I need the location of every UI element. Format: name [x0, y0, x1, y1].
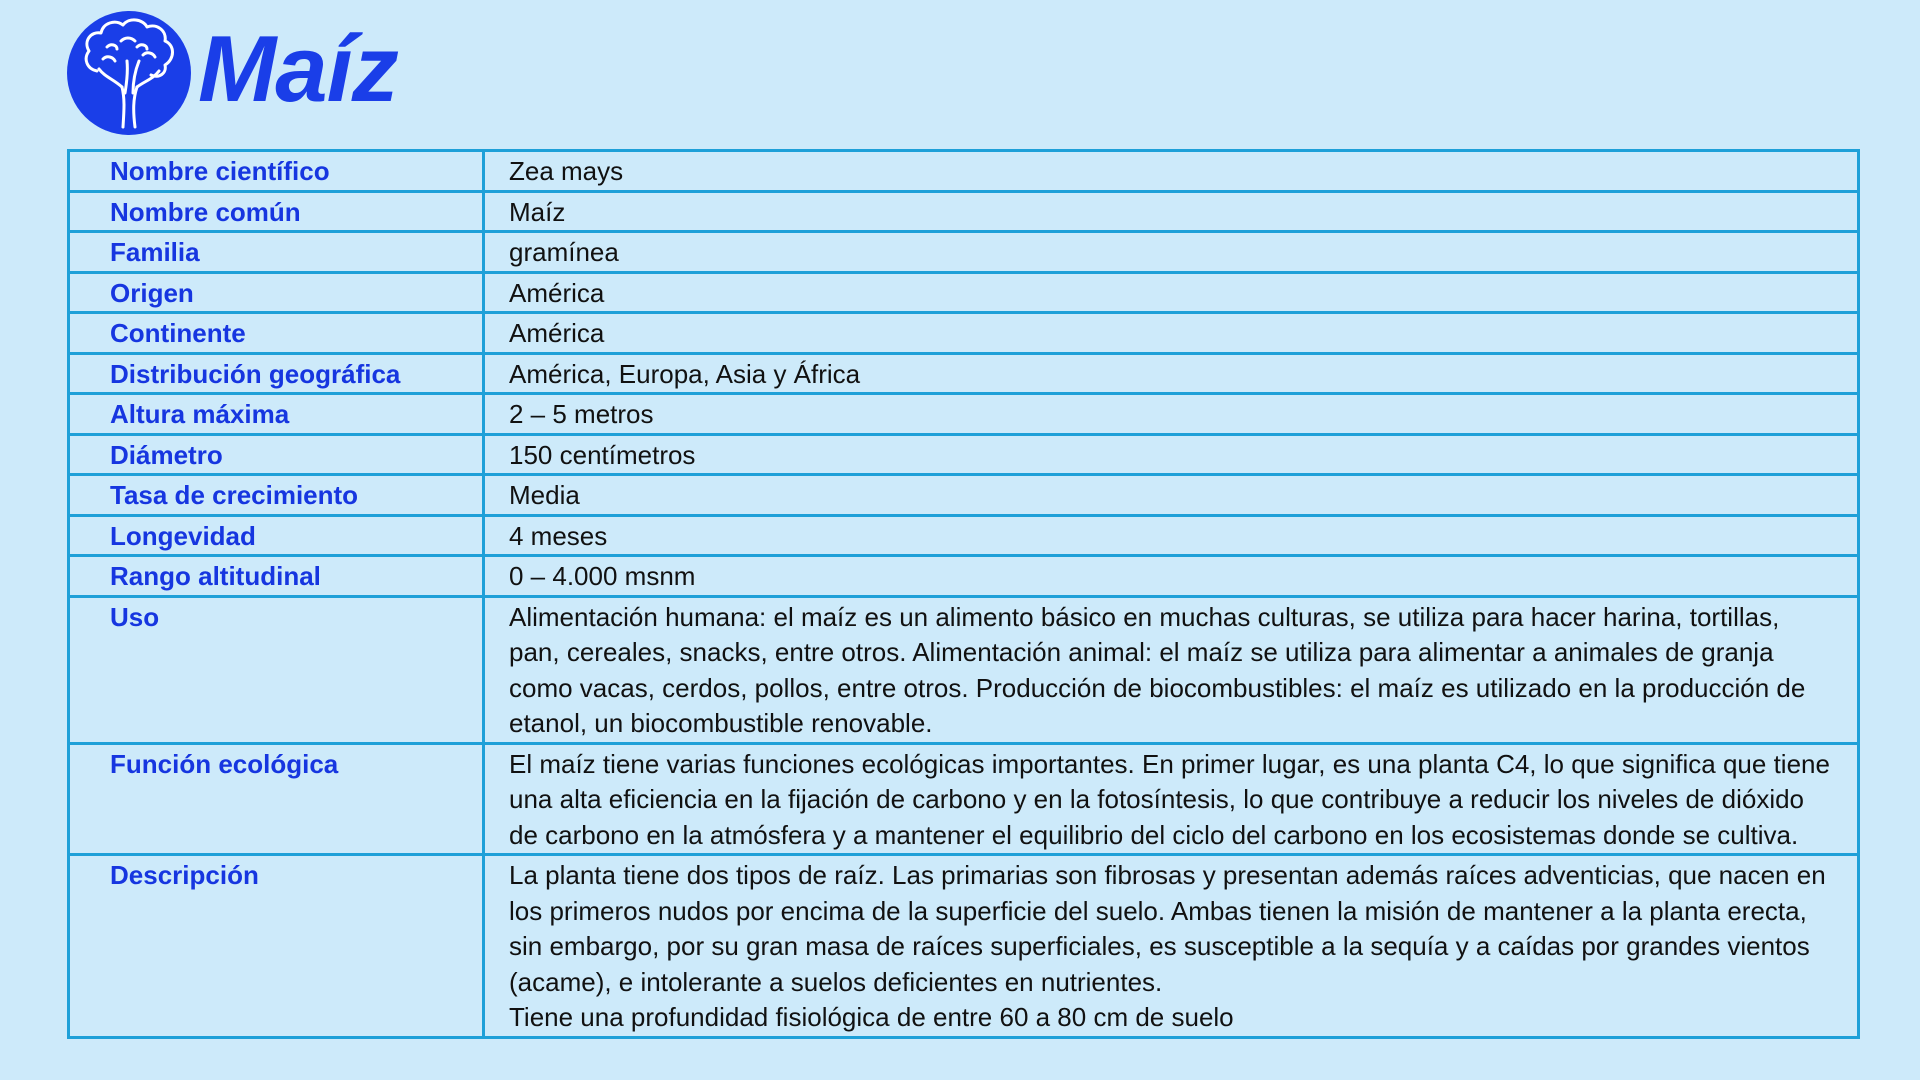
row-label: Altura máxima — [69, 394, 484, 435]
row-label: Origen — [69, 272, 484, 313]
table-row — [69, 515, 1859, 556]
row-label: Diámetro — [69, 434, 484, 475]
row-value: gramínea — [484, 232, 1859, 273]
table-row — [69, 556, 1859, 597]
row-label: Nombre científico — [69, 151, 484, 192]
row-value: El maíz tiene varias funciones ecológicas importantes. En primer lugar, es una planta C4, lo que significa que tiene una alta eficiencia en la fijación de carbono y en la fotosíntesis, lo que contribuye a reducir los niveles de dióxido de carbono en la atmósfera y a mantener el equilibrio del ciclo del carbono en los ecosistemas donde se cultiva. — [484, 743, 1859, 855]
row-value: América — [484, 313, 1859, 354]
table-row — [69, 743, 1859, 855]
row-value: 150 centímetros — [484, 434, 1859, 475]
row-value: América, Europa, Asia y África — [484, 353, 1859, 394]
fact-table — [67, 149, 1860, 1039]
row-label: Continente — [69, 313, 484, 354]
row-value: América — [484, 272, 1859, 313]
row-label: Longevidad — [69, 515, 484, 556]
fact-table-container — [67, 149, 1860, 1039]
row-value — [484, 855, 1859, 1038]
row-label: Descripción — [69, 855, 484, 1038]
table-row — [69, 353, 1859, 394]
row-label: Tasa de crecimiento — [69, 475, 484, 516]
table-row — [69, 394, 1859, 435]
table-row — [69, 475, 1859, 516]
table-row — [69, 151, 1859, 192]
table-row — [69, 313, 1859, 354]
description-paragraph-extra: Tiene una profundidad fisiológica de entre 60 a 80 cm de suelo — [509, 1002, 1234, 1032]
table-row — [69, 855, 1859, 1038]
table-row — [69, 434, 1859, 475]
row-value: 2 – 5 metros — [484, 394, 1859, 435]
row-value: Media — [484, 475, 1859, 516]
row-value: 4 meses — [484, 515, 1859, 556]
row-label: Rango altitudinal — [69, 556, 484, 597]
table-row — [69, 191, 1859, 232]
row-value: Zea mays — [484, 151, 1859, 192]
row-value: 0 – 4.000 msnm — [484, 556, 1859, 597]
description-paragraph: La planta tiene dos tipos de raíz. Las primarias son fibrosas y presentan además raíces adventicias, que nacen en los primeros nudos por encima de la superficie del suelo. Ambas tienen la misión de mantener a la planta erecta, sin embargo, por su gran masa de raíces superficiales, es susceptible a la sequía y a caídas por grandes vientos (acame), e intolerante a suelos deficientes en nutrientes. — [509, 860, 1826, 997]
row-label: Distribución geográfica — [69, 353, 484, 394]
row-label: Uso — [69, 596, 484, 743]
page-title: Maíz — [198, 16, 398, 121]
table-row — [69, 596, 1859, 743]
row-label: Familia — [69, 232, 484, 273]
row-value: Alimentación humana: el maíz es un alimento básico en muchas culturas, se utiliza para hacer harina, tortillas, pan, cereales, snacks, entre otros. Alimentación animal: el maíz se utiliza para alimentar a animales de granja como vacas, cerdos, pollos, entre otros. Producción de biocombustibles: el maíz es utilizado en la producción de etanol, un biocombustible renovable. — [484, 596, 1859, 743]
table-row — [69, 272, 1859, 313]
row-label: Nombre común — [69, 191, 484, 232]
row-value: Maíz — [484, 191, 1859, 232]
tree-icon — [67, 11, 191, 135]
table-row — [69, 232, 1859, 273]
row-label: Función ecológica — [69, 743, 484, 855]
